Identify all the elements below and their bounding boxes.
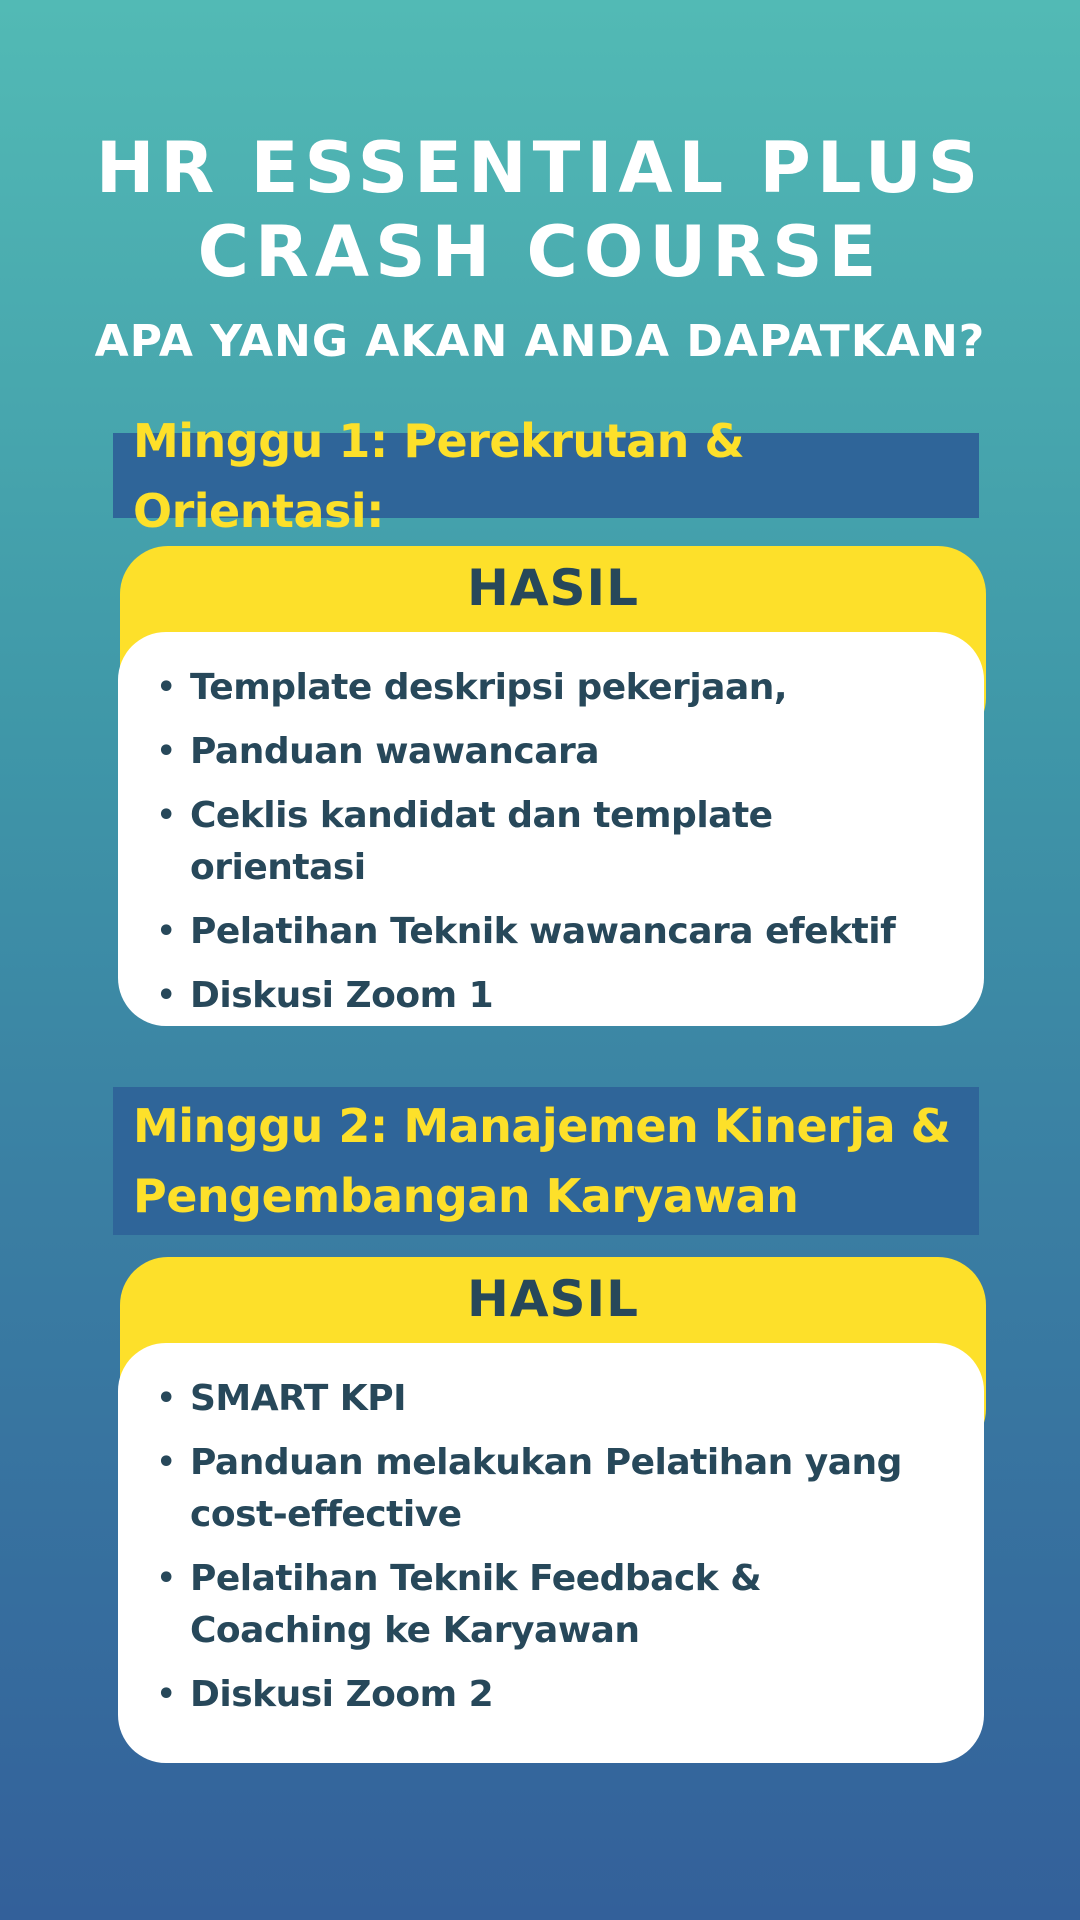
subtitle: APA YANG AKAN ANDA DAPATKAN? xyxy=(94,316,986,367)
week-2-heading-line-2: Pengembangan Karyawan xyxy=(133,1169,799,1223)
list-item-text: Ceklis kandidat dan template orientasi xyxy=(190,795,773,888)
bullet-dot-icon: • xyxy=(156,914,176,949)
list-item xyxy=(156,726,954,778)
week-2-result-label: HASIL xyxy=(466,1270,640,1328)
list-item-text: Panduan melakukan Pelatihan yang cost-effective xyxy=(190,1442,902,1535)
bullet-dot-icon: • xyxy=(156,734,176,769)
bullet-dot-icon: • xyxy=(156,1445,176,1480)
week-1-result-list xyxy=(156,662,954,1022)
bullet-dot-icon: • xyxy=(156,978,176,1013)
list-item xyxy=(156,906,954,958)
week-2-result-card xyxy=(118,1257,984,1763)
list-item xyxy=(156,970,954,1022)
list-item xyxy=(156,1669,954,1721)
list-item xyxy=(156,1373,954,1425)
week-1-result-body xyxy=(118,632,984,1026)
bullet-dot-icon: • xyxy=(156,670,176,705)
bullet-dot-icon: • xyxy=(156,798,176,833)
week-1-heading-text: Minggu 1: Perekrutan & Orientasi: xyxy=(133,413,745,538)
list-item xyxy=(156,790,954,894)
week-2-result-body xyxy=(118,1343,984,1763)
week-2-heading xyxy=(113,1087,979,1235)
list-item-text: Panduan wawancara xyxy=(190,731,600,772)
title-line-2: CRASH COURSE xyxy=(197,211,883,293)
list-item xyxy=(156,1437,954,1541)
list-item xyxy=(156,662,954,714)
list-item xyxy=(156,1553,954,1657)
week-1-result-card xyxy=(118,546,984,1026)
list-item-text: Pelatihan Teknik wawancara efektif xyxy=(190,911,896,952)
week-2-heading-line-1: Minggu 2: Manajemen Kinerja & xyxy=(133,1099,951,1153)
bullet-dot-icon: • xyxy=(156,1561,176,1596)
bullet-dot-icon: • xyxy=(156,1677,176,1712)
list-item-text: SMART KPI xyxy=(190,1378,406,1419)
list-item-text: Template deskripsi pekerjaan, xyxy=(190,667,788,708)
week-1-heading xyxy=(113,413,979,538)
list-item-text: Diskusi Zoom 2 xyxy=(190,1674,494,1715)
week-2-result-list xyxy=(156,1373,954,1721)
list-item-text: Diskusi Zoom 1 xyxy=(190,975,494,1016)
title-line-1: HR ESSENTIAL PLUS xyxy=(95,127,985,209)
week-1-result-label: HASIL xyxy=(466,559,640,617)
list-item-text: Pelatihan Teknik Feedback & Coaching ke Karyawan xyxy=(190,1558,762,1651)
bullet-dot-icon: • xyxy=(156,1381,176,1416)
week-2-heading-text xyxy=(133,1091,950,1231)
